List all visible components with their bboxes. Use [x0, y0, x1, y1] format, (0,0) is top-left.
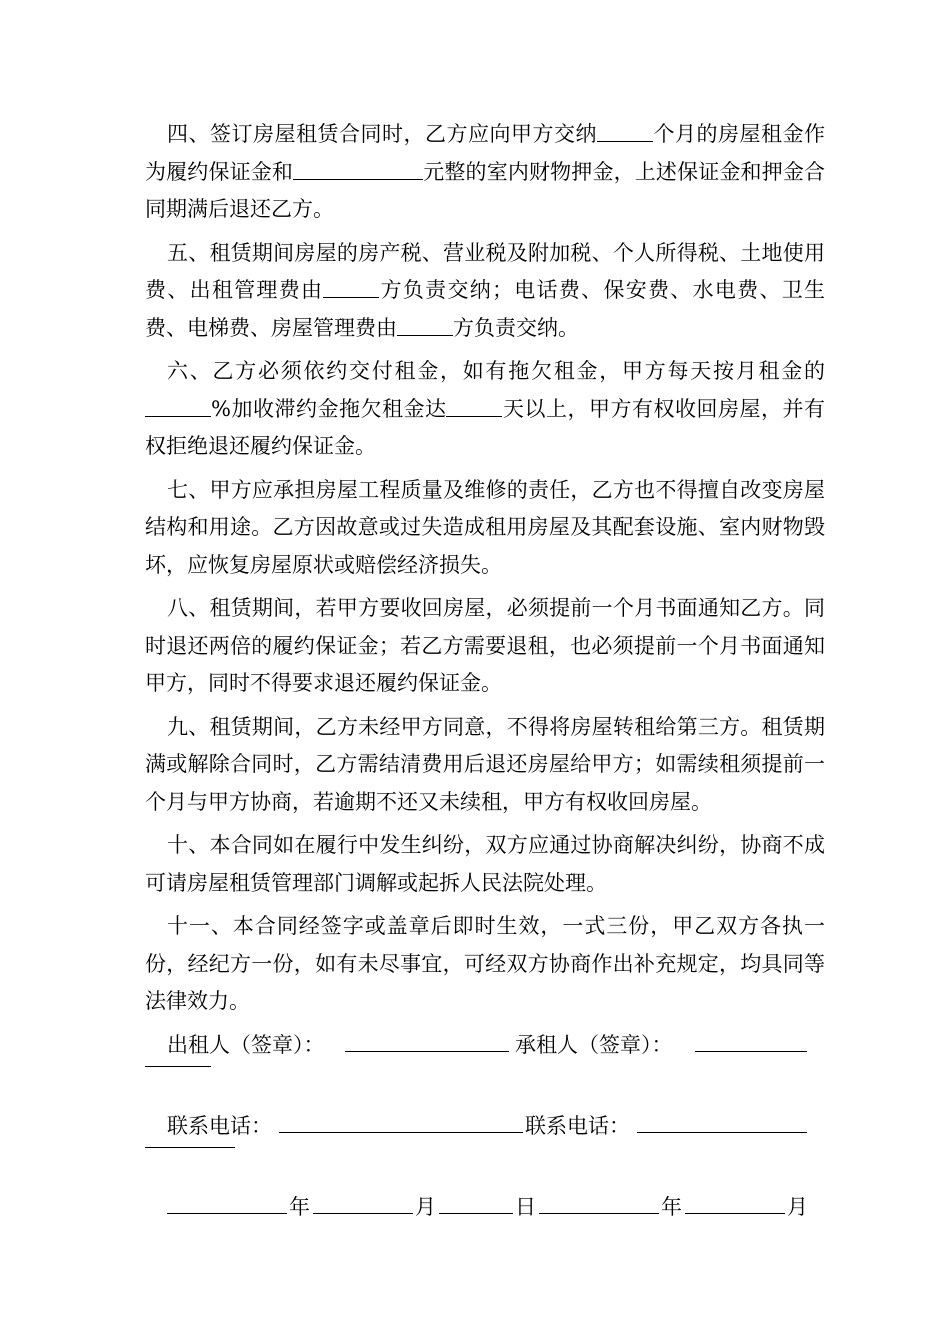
month-label-1: 月	[415, 1194, 436, 1219]
lessor-label: 出租人（签章）：	[167, 1032, 325, 1057]
lessor-month-blank	[313, 1213, 413, 1214]
clause-5-text-a: 五、租赁期间房屋的房产税、营业税及附加税、个人所得税、土地使用费、出租管理费由	[145, 240, 825, 302]
signature-row	[145, 1027, 825, 1064]
lessee-month-blank	[685, 1213, 785, 1214]
deposit-months-blank	[597, 121, 653, 142]
clause-9: 九、租赁期间，乙方未经甲方同意，不得将房屋转租给第三方。租赁期满或解除合同时，乙方需结清费用后退还房屋给甲方；如需续租须提前一个月与甲方协商，若逾期不还又未续租，甲方有权收回房屋。	[145, 714, 825, 814]
clause-7: 七、甲方应承担房屋工程质量及维修的责任，乙方也不得擅自改变房屋结构和用途。乙方因故意或过失造成租用房屋及其配套设施、室内财物毁坏，应恢复房屋原状或赔偿经济损失。	[145, 477, 825, 577]
clause-5-text-b: 方负责交纳；电话费、保安费、水电费、卫生费、电梯费、房屋管理费由	[145, 278, 826, 340]
clause-8: 八、租赁期间，若甲方要收回房屋，必须提前一个月书面通知乙方。同时退还两倍的履约保证金；若乙方需要退租，也必须提前一个月书面通知甲方，同时不得要求退还履约保证金。	[145, 596, 825, 695]
lessor-year-blank	[167, 1213, 287, 1214]
clause-6	[145, 353, 825, 466]
lessor-phone-label: 联系电话：	[167, 1113, 272, 1138]
clause-5-text-c: 方负责交纳。	[453, 315, 579, 340]
fee-party-blank	[397, 315, 453, 336]
clause-5	[145, 235, 825, 348]
lessor-phone-blank	[279, 1132, 523, 1133]
property-deposit-blank	[293, 159, 423, 180]
lessee-label: 承租人（签章）：	[515, 1032, 673, 1057]
clause-10: 十、本合同如在履行中发生纠纷，双方应通过协商解决纠纷，协商不成可请房屋租赁管理部门调解或起拆人民法院处理。	[145, 833, 825, 895]
clause-11: 十一、本合同经签字或盖章后即时生效，一式三份，甲乙双方各执一份，经纪方一份，如有未尽事宜，可经双方协商作出补充规定，均具同等法律效力。	[145, 914, 825, 1013]
day-label-1: 日	[515, 1194, 536, 1219]
month-label-2: 月	[787, 1194, 808, 1219]
lessee-phone-blank	[637, 1132, 807, 1133]
lessee-signature-blank	[695, 1051, 807, 1052]
penalty-percent-blank	[145, 396, 211, 417]
lessee-phone-blank-cont	[145, 1147, 235, 1148]
lessor-day-blank	[439, 1213, 513, 1214]
phone-row-continued	[145, 1145, 825, 1175]
clause-6-text-a: 六、乙方必须依约交付租金，如有拖欠租金，甲方每天按月租金的	[167, 359, 825, 383]
signature-row-continued	[145, 1064, 825, 1094]
lessor-signature-blank	[345, 1051, 509, 1052]
clause-4	[145, 116, 825, 229]
clause-6-text-c: 天以上，甲方有权收回房屋，并有权拒绝退还履约保证金。	[145, 396, 825, 458]
lessee-phone-label: 联系电话：	[525, 1113, 630, 1138]
clause-6-text-b: %加收滞约金拖欠租金达	[211, 396, 447, 421]
overdue-days-blank	[446, 396, 502, 417]
date-row	[145, 1189, 825, 1226]
lessee-year-blank	[539, 1213, 659, 1214]
tax-party-blank	[323, 277, 379, 298]
lessee-signature-blank-cont	[145, 1066, 211, 1067]
clause-4-text-c: 元整的室内财物押金，上述保证金和押金合同期满后退还乙方。	[145, 159, 825, 221]
year-label-1: 年	[289, 1194, 310, 1219]
clause-4-text-b: 个月的房屋租金作为履约保证金和	[145, 122, 825, 184]
contract-page	[145, 116, 825, 1226]
phone-row	[145, 1108, 825, 1145]
year-label-2: 年	[661, 1194, 682, 1219]
clause-4-text-a: 四、签订房屋租赁合同时，乙方应向甲方交纳	[167, 122, 597, 146]
